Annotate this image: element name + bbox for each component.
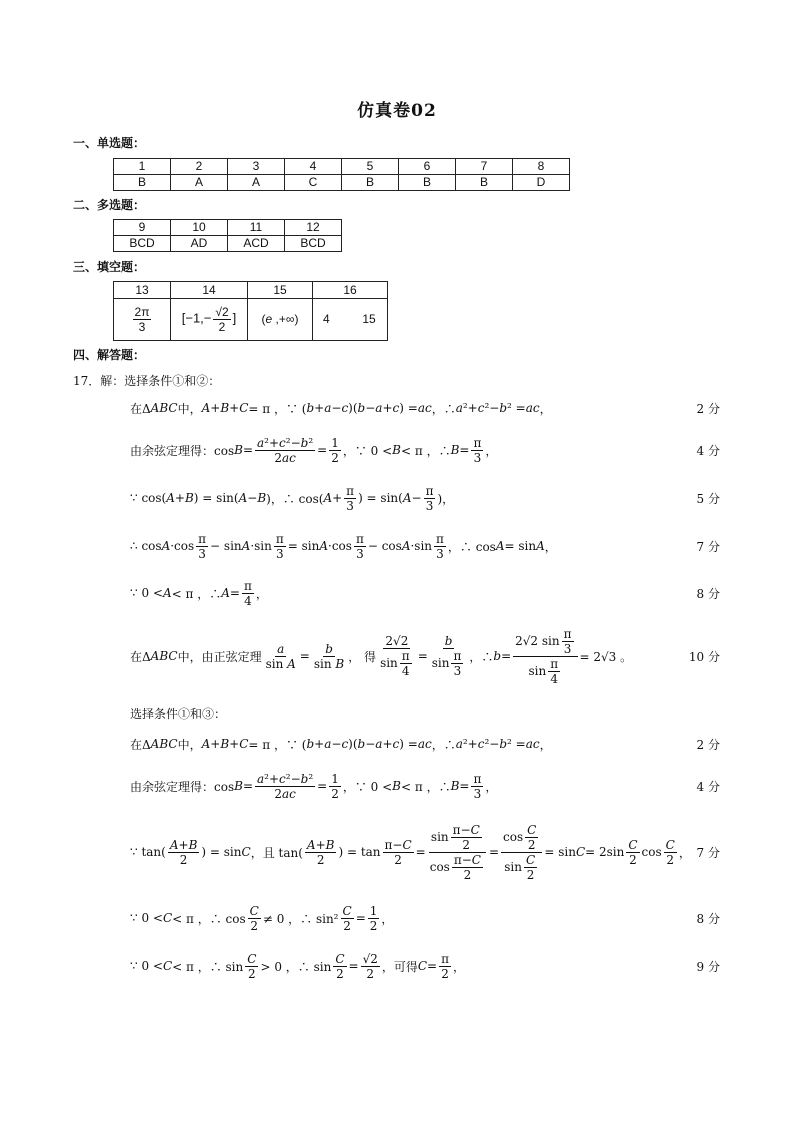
equation: 由余弦定理得：cos B = $\frac{\text{a²+c²−b²}}{2ac}$ = $\frac{1}{2}$ ，∵ 0 < B < π ，∴ B = $\frac{\pi}{3}$ ， bbox=[130, 771, 498, 801]
solution-line bbox=[130, 526, 720, 566]
equation: ∵ 0 < A < π ，∴ A = $\frac{\pi}{4}$ ， bbox=[130, 578, 268, 608]
score: 8 分 bbox=[696, 911, 720, 926]
solution-line bbox=[130, 430, 720, 470]
answer-cell: B bbox=[114, 175, 171, 191]
fill-blank-number: 13 bbox=[114, 282, 171, 299]
score: 4 分 bbox=[696, 779, 720, 794]
question-number: 8 bbox=[513, 159, 570, 175]
score: 7 分 bbox=[696, 539, 720, 554]
question-number: 1 bbox=[114, 159, 171, 175]
q17-intro: 17．解：选择条件①和②： bbox=[73, 374, 221, 388]
answer-14: [−1,− $\frac{√2}{2}$ ] bbox=[171, 299, 248, 341]
equation: 在Δ ABC 中， A + B + C = π ，∵ ( b + a − c )( b − a + c ) = ac ，∴ a ²+ c ²− b ² = ac ， bbox=[130, 737, 552, 752]
answer-16 bbox=[313, 299, 388, 341]
section-heading-solutions: 四、解答题： bbox=[73, 348, 146, 362]
fill-blank-number: 15 bbox=[248, 282, 313, 299]
score: 2 分 bbox=[696, 737, 720, 752]
solution-line bbox=[130, 628, 720, 684]
equation: ∵ tan( $\frac{A+B}{2}$ ) = sin C ，且 tan( $\frac{A+B}{2}$ ) = tan $\frac{\pi-C}{2}$ = sin $\frac{\pi-C}{2}$ cos $\frac{\pi-C}{2}$ = cos $\frac{C}{2}$ sin $\frac{C}{2}$ = sin C = 2sin $\frac{C}{2}$ cos $\frac{C}{2}$ ， bbox=[130, 822, 691, 882]
solution-line bbox=[130, 766, 720, 806]
equation: ∴ cos A ·cos $\frac{\pi}{3}$ − sin A ·sin $\frac{\pi}{3}$ = sin A ·cos $\frac{\pi}{3}$ − cos A ·sin $\frac{\pi}{3}$ ，∴ cos A = sin A ， bbox=[130, 531, 557, 561]
section-heading-multi-choice: 二、多选题： bbox=[73, 198, 146, 212]
answer-16-first: 4 bbox=[323, 312, 330, 326]
section-heading-single-choice: 一、单选题： bbox=[73, 136, 146, 150]
score: 10 分 bbox=[688, 649, 720, 664]
condition-label: 选择条件①和③： bbox=[130, 707, 227, 721]
score: 4 分 bbox=[696, 443, 720, 458]
question-number: 7 bbox=[456, 159, 513, 175]
answer-cell: A bbox=[171, 175, 228, 191]
solution-line bbox=[130, 898, 720, 938]
equation: 在Δ ABC 中，由正弦定理 $\frac{a}{\text{sin A}}$ = $\frac{b}{\text{sin B}}$ ， 得 2√2 sin $\frac{\pi}{4}$ = b sin $\frac{\pi}{3}$ ，∴ b = 2√2 sin $\frac{\pi}{3}$ sin $\frac{\pi}{4}$ = 2√3 。 bbox=[130, 626, 633, 686]
solution-line bbox=[130, 818, 720, 886]
fill-blank-number: 16 bbox=[313, 282, 388, 299]
answer-cell: B bbox=[399, 175, 456, 191]
solution-line bbox=[130, 478, 720, 518]
equation: ∵ 0 < C < π ，∴ cos $\frac{C}{2}$ ≠ 0 ，∴ sin² $\frac{C}{2}$ = $\frac{1}{2}$ ， bbox=[130, 903, 394, 933]
multi-choice-table bbox=[113, 219, 342, 252]
answer-15: (e ,+∞) bbox=[248, 299, 313, 341]
solution-line bbox=[130, 573, 720, 613]
single-choice-table bbox=[113, 158, 570, 191]
answer-cell: B bbox=[456, 175, 513, 191]
answer-cell: ACD bbox=[228, 236, 285, 252]
equation: 由余弦定理得：cos B = $\frac{\text{a²+c²−b²}}{2ac}$ = $\frac{1}{2}$ ，∵ 0 < B < π ，∴ B = $\frac{\pi}{3}$ ， bbox=[130, 435, 498, 465]
answer-13: $\frac{2\pi}{3}$ bbox=[114, 299, 171, 341]
question-number: 10 bbox=[171, 220, 228, 236]
question-number: 11 bbox=[228, 220, 285, 236]
solution-line bbox=[130, 946, 720, 986]
score: 2 分 bbox=[696, 401, 720, 416]
score: 8 分 bbox=[696, 586, 720, 601]
question-number: 6 bbox=[399, 159, 456, 175]
answer-cell: AD bbox=[171, 236, 228, 252]
score: 5 分 bbox=[696, 491, 720, 506]
fill-blank-table bbox=[113, 281, 388, 341]
answer-cell: BCD bbox=[114, 236, 171, 252]
question-number: 4 bbox=[285, 159, 342, 175]
answer-16-second: 15 bbox=[362, 312, 376, 326]
equation: ∵ cos( A + B ) = sin( A − B )，∴ cos( A + $\frac{\pi}{3}$ ) = sin( A − $\frac{\pi}{3}$ )， bbox=[130, 483, 455, 513]
score: 7 分 bbox=[696, 845, 720, 860]
answer-cell: C bbox=[285, 175, 342, 191]
answer-cell: BCD bbox=[285, 236, 342, 252]
question-number: 5 bbox=[342, 159, 399, 175]
solution-line bbox=[130, 388, 720, 428]
answer-cell: B bbox=[342, 175, 399, 191]
score: 9 分 bbox=[696, 959, 720, 974]
fill-blank-number: 14 bbox=[171, 282, 248, 299]
question-number: 2 bbox=[171, 159, 228, 175]
question-number: 9 bbox=[114, 220, 171, 236]
solution-line bbox=[130, 724, 720, 764]
question-number: 12 bbox=[285, 220, 342, 236]
answer-cell: A bbox=[228, 175, 285, 191]
page-title: 仿真卷02 bbox=[357, 101, 437, 121]
question-number: 3 bbox=[228, 159, 285, 175]
answer-cell: D bbox=[513, 175, 570, 191]
section-heading-fill-blank: 三、填空题： bbox=[73, 260, 146, 274]
equation: 在Δ ABC 中， A + B + C = π ，∵ ( b + a − c )( b − a + c ) = ac ，∴ a ²+ c ²− b ² = ac ， bbox=[130, 401, 552, 416]
equation: ∵ 0 < C < π ，∴ sin $\frac{C}{2}$ > 0 ，∴ sin $\frac{C}{2}$ = $\frac{√2}{2}$ ，可得 C = $\frac{\pi}{2}$ ， bbox=[130, 951, 466, 981]
